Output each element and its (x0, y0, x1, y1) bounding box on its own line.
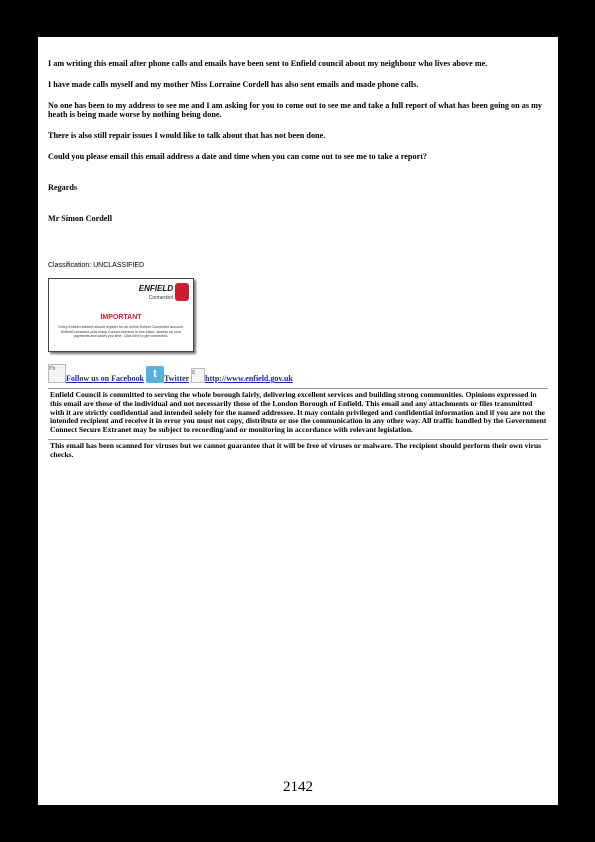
enfield-connected-banner[interactable] (48, 278, 194, 352)
banner-logo: ENFIELD (138, 284, 173, 293)
paragraph: I am writing this email after phone calls and emails have been sent to Enfield council about my neighbour who lives above me. (48, 59, 488, 68)
paragraph: I have made calls myself and my mother Miss Lorraine Cordell has also sent emails and made phone calls. (48, 80, 419, 89)
legal-disclaimer: Enfield Council is committed to serving the whole borough fairly, delivering excellent services and building strong communities. Opinions expressed in this email are those of the individual and not necessarily those of the London Borough of Enfield. This email and any attachments or files transmitted with it are strictly confidential and intended solely for the named addressee. It may contain privileged and confidential information and if you are not the intended recipient and receive it in error you must not copy, distribute or use the communication in any other way. All traffic handled by the Government Connect Secure Extranet may be subject to recording/and or monitoring in accordance with relevant legislation. (50, 390, 547, 435)
enfield-logo-icon (175, 283, 189, 301)
banner-logo-sub: Connected (148, 295, 173, 301)
signoff: Regards (48, 183, 78, 192)
classification-label: Classification: UNCLASSIFIED (48, 262, 145, 269)
paragraph: There is also still repair issues I would like to talk about that has not been done. (48, 131, 326, 140)
website-link[interactable]: http://www.enfield.gov.uk (205, 374, 293, 383)
document-page (38, 37, 558, 805)
virus-notice: This email has been scanned for viruses but we cannot guarantee that it will be free of viruses or malware. The recipient should perform their own virus checks. (50, 440, 542, 459)
twitter-link[interactable]: Twitter (164, 374, 190, 383)
paragraph: Could you please email this email address a date and time when you can come out to see me to take a report? (48, 152, 428, 161)
website-icon: E (191, 368, 205, 383)
page-number: 2142 (283, 779, 313, 795)
facebook-icon: Fb (48, 364, 66, 383)
banner-heading: IMPORTANT (100, 314, 142, 321)
banner-text: Every Enfield resident should register for an online Enfield Connected account. EnfieldConnected puts many Council services in one place, speeds up your payments and saves you time. Click here to get connected. (58, 325, 184, 339)
paragraph: No one has been to my address to see me and I am asking for you to come out to see me and take a full report of what has been going on as my heath is being made worse by nothing being done. (48, 101, 542, 119)
twitter-icon[interactable]: t (146, 366, 164, 383)
facebook-link[interactable]: Follow us on Facebook (66, 374, 145, 383)
signature: Mr Simon Cordell (48, 214, 112, 223)
divider (48, 439, 548, 440)
social-links (48, 364, 548, 384)
email-body (48, 59, 548, 460)
divider (48, 388, 548, 389)
